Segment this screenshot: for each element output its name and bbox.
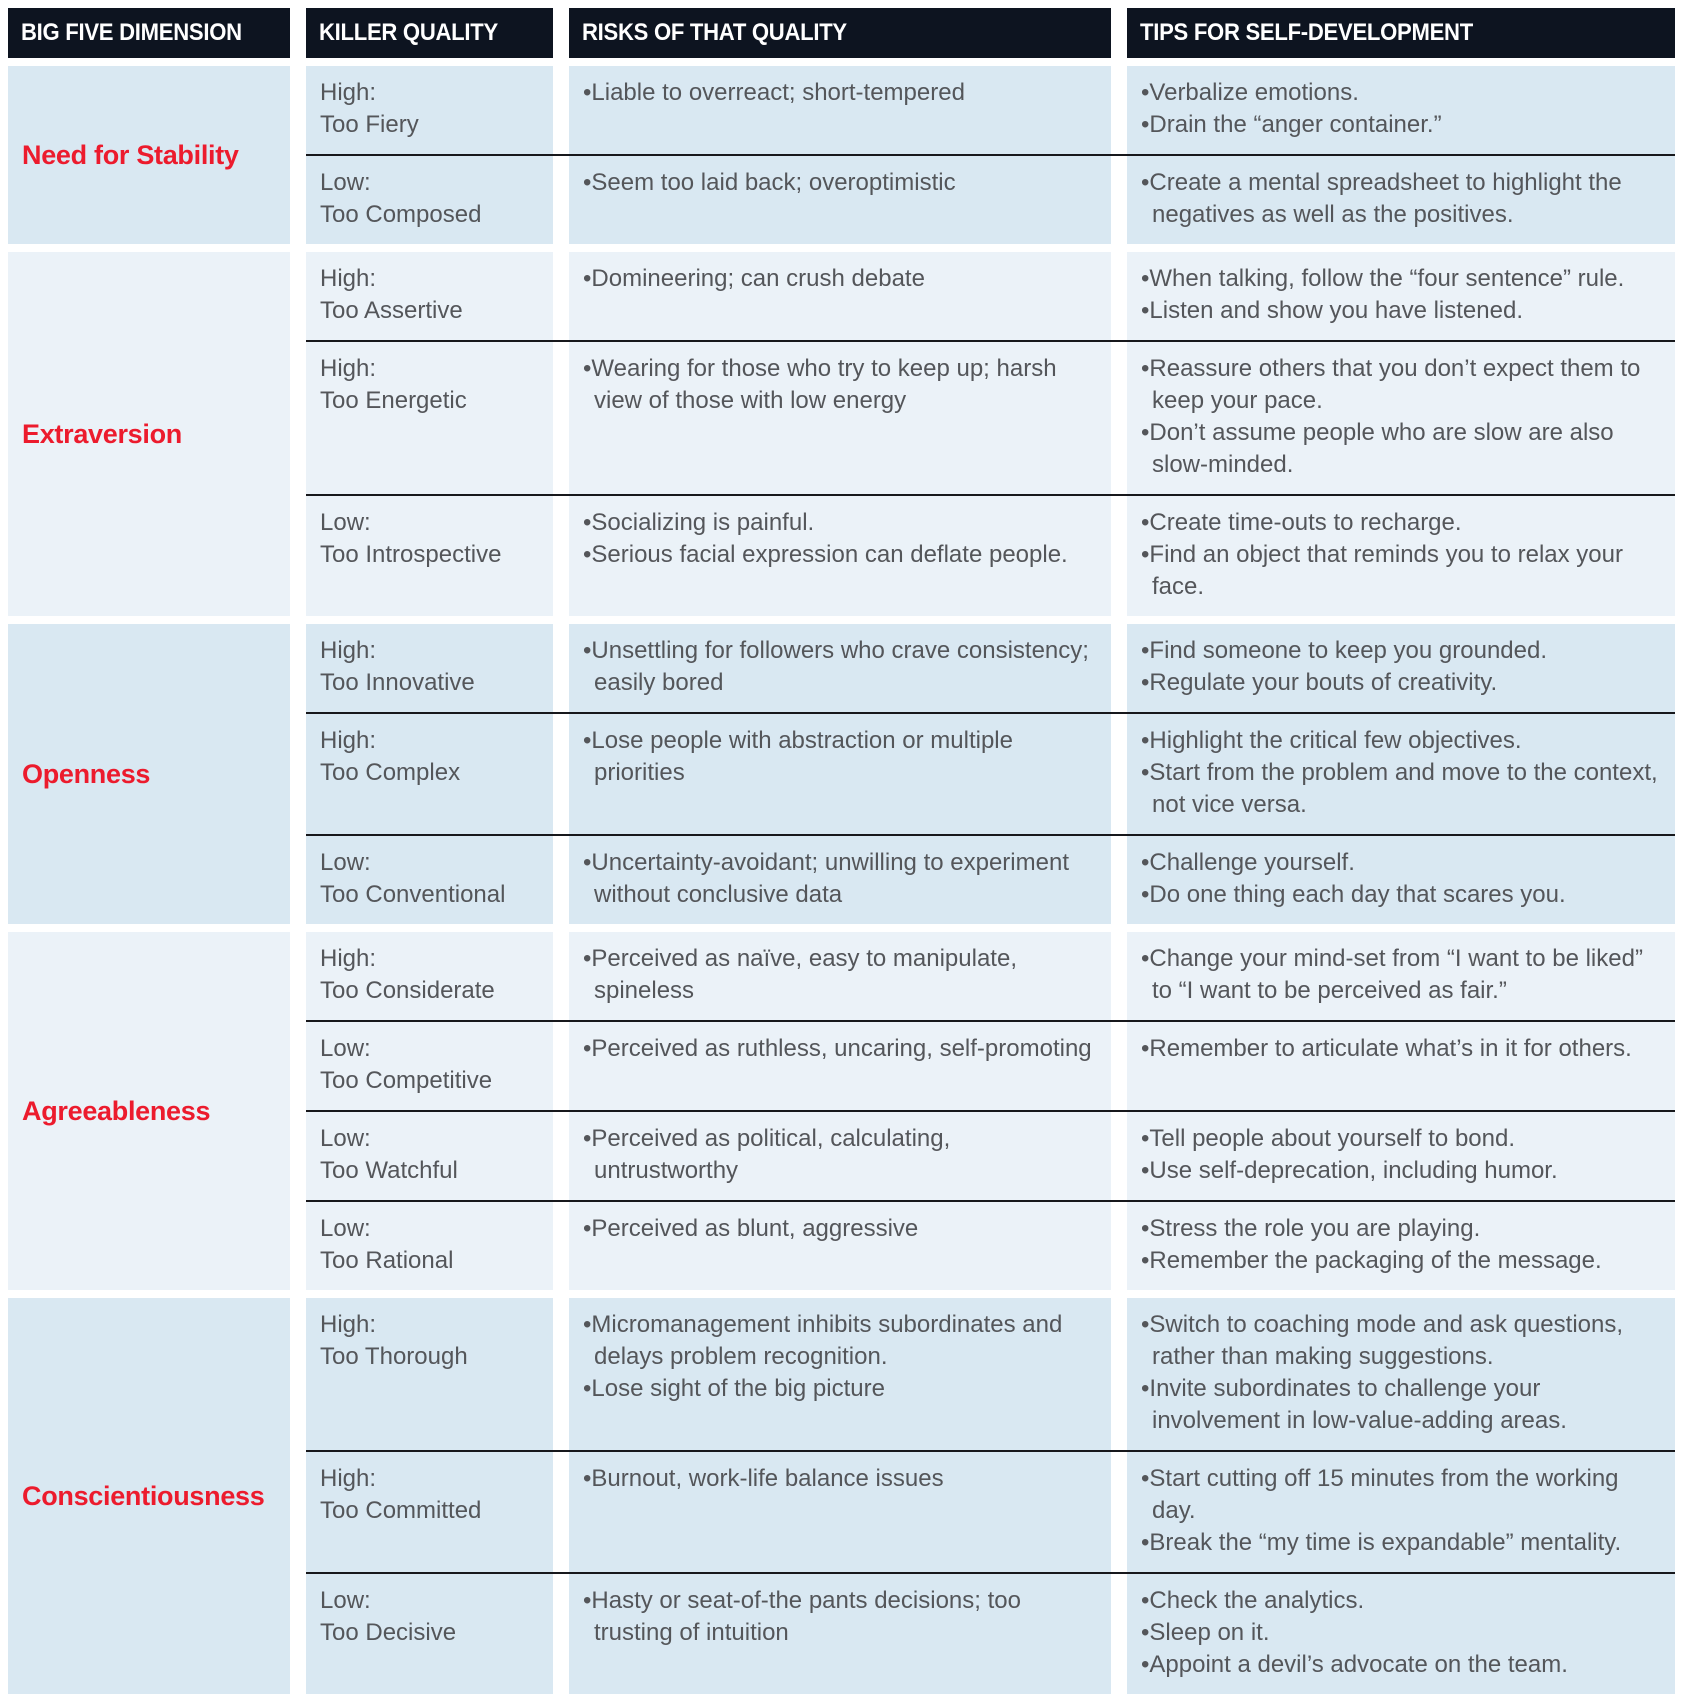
bullet-item (1141, 1123, 1661, 1155)
bullet-icon: • (1141, 1375, 1150, 1402)
header-tips-label: TIPS FOR SELF-DEVELOPMENT (1140, 19, 1473, 46)
killer-quality-cell (306, 66, 553, 154)
bullet-icon: • (583, 355, 592, 382)
quality-name: Too Complex (320, 759, 461, 786)
bullet-item (1141, 539, 1661, 603)
bullet-text: Unsettling for followers who crave consistency; easily bored (591, 637, 1089, 696)
bullet-text: Listen and show you have listened. (1149, 297, 1523, 324)
quality-level: Low: (320, 849, 371, 876)
table-row (306, 1298, 1675, 1450)
dimension-section-agreeableness (8, 932, 1675, 1290)
killer-quality-cell (306, 1022, 553, 1110)
bullet-text: Invite subordinates to challenge your involvement in low-value-adding areas. (1149, 1375, 1567, 1434)
section-rows (306, 624, 1675, 924)
table-row (306, 834, 1675, 924)
bullet-item (1141, 109, 1661, 141)
bullet-item (583, 635, 1097, 699)
section-rows (306, 1298, 1675, 1694)
bullet-text: Challenge yourself. (1149, 849, 1355, 876)
bullet-item (1141, 1585, 1661, 1617)
tips-cell (1127, 156, 1675, 244)
bullet-icon: • (1141, 541, 1150, 568)
risks-cell (569, 156, 1111, 244)
quality-level: High: (320, 945, 377, 972)
quality-level: Low: (320, 1125, 371, 1152)
bullet-text: Perceived as naïve, easy to manipulate, spineless (591, 945, 1017, 1004)
table-row (306, 624, 1675, 712)
bullet-icon: • (583, 1125, 592, 1152)
bullet-text: Do one thing each day that scares you. (1149, 881, 1566, 908)
tips-cell (1127, 1202, 1675, 1290)
bullet-text: Highlight the critical few objectives. (1149, 727, 1522, 754)
bullet-icon: • (1141, 1651, 1150, 1678)
bullet-icon: • (1141, 355, 1150, 382)
bullet-text: Uncertainty-avoidant; unwilling to experiment without conclusive data (591, 849, 1069, 908)
dimension-section-need-for-stability (8, 66, 1675, 244)
bullet-icon: • (1141, 727, 1150, 754)
bullet-item (1141, 1373, 1661, 1437)
quality-name: Too Considerate (320, 977, 495, 1004)
bullet-icon: • (1141, 669, 1150, 696)
bullet-text: Find an object that reminds you to relax your face. (1149, 541, 1623, 600)
bullet-text: Start cutting off 15 minutes from the working day. (1149, 1465, 1619, 1524)
bullet-item (583, 77, 1097, 109)
bullet-icon: • (1141, 1247, 1150, 1274)
bullet-text: Remember to articulate what’s in it for others. (1149, 1035, 1632, 1062)
killer-quality-cell (306, 836, 553, 924)
header-killer-quality-label: KILLER QUALITY (319, 19, 498, 46)
header-tips-for-self-development (1127, 8, 1675, 58)
quality-level: High: (320, 355, 377, 382)
bullet-item (583, 1123, 1097, 1187)
quality-name: Too Competitive (320, 1067, 493, 1094)
tips-cell (1127, 496, 1675, 616)
table-row (306, 340, 1675, 494)
table-row (306, 1572, 1675, 1694)
quality-level: High: (320, 727, 377, 754)
bullet-icon: • (583, 79, 592, 106)
risks-cell (569, 66, 1111, 154)
bullet-text: Break the “my time is expandable” mentality. (1149, 1529, 1622, 1556)
killer-quality-cell (306, 1574, 553, 1694)
bullet-text: Sleep on it. (1149, 1619, 1270, 1646)
bullet-item (583, 1373, 1097, 1405)
dimension-cell (8, 932, 290, 1290)
bullet-item (1141, 757, 1661, 821)
bullet-text: Burnout, work-life balance issues (591, 1465, 944, 1492)
bullet-text: Lose sight of the big picture (591, 1375, 885, 1402)
bullet-item (1141, 1213, 1661, 1245)
bullet-text: Regulate your bouts of creativity. (1149, 669, 1498, 696)
quality-name: Too Committed (320, 1497, 482, 1524)
risks-cell (569, 1112, 1111, 1200)
bullet-item (1141, 725, 1661, 757)
risks-cell (569, 1452, 1111, 1572)
killer-quality-cell (306, 1298, 553, 1450)
bullet-icon: • (1141, 1125, 1150, 1152)
risks-cell (569, 1574, 1111, 1694)
bullet-icon: • (1141, 169, 1150, 196)
tips-cell (1127, 1574, 1675, 1694)
bullet-item (1141, 507, 1661, 539)
dimension-label: Agreeableness (22, 1095, 211, 1126)
risks-cell (569, 496, 1111, 616)
bullet-text: When talking, follow the “four sentence” rule. (1149, 265, 1625, 292)
bullet-icon: • (1141, 509, 1150, 536)
bullet-item (1141, 1463, 1661, 1527)
bullet-item (583, 539, 1097, 571)
bullet-text: Lose people with abstraction or multiple priorities (591, 727, 1013, 786)
table-row (306, 66, 1675, 154)
dimension-cell (8, 1298, 290, 1694)
bullet-text: Seem too laid back; overoptimistic (591, 169, 956, 196)
bullet-item (1141, 1617, 1661, 1649)
section-rows (306, 932, 1675, 1290)
table-row (306, 154, 1675, 244)
quality-name: Too Composed (320, 201, 482, 228)
bullet-text: Micromanagement inhibits subordinates and delays problem recognition. (591, 1311, 1063, 1370)
tips-cell (1127, 1022, 1675, 1110)
header-risks-of-that-quality (569, 8, 1111, 58)
bullet-text: Check the analytics. (1149, 1587, 1365, 1614)
header-big-five-dimension (8, 8, 290, 58)
bullet-item (583, 847, 1097, 911)
bullet-icon: • (1141, 111, 1150, 138)
header-killer-quality (306, 8, 553, 58)
bullet-item (583, 353, 1097, 417)
bullet-text: Verbalize emotions. (1149, 79, 1359, 106)
quality-level: Low: (320, 1035, 371, 1062)
killer-quality-cell (306, 1112, 553, 1200)
quality-name: Too Watchful (320, 1157, 458, 1184)
bullet-text: Start from the problem and move to the context, not vice versa. (1149, 759, 1658, 818)
table-body (8, 66, 1675, 1694)
tips-cell (1127, 932, 1675, 1020)
table-row (306, 1450, 1675, 1572)
killer-quality-cell (306, 252, 553, 340)
bullet-item (583, 943, 1097, 1007)
risks-cell (569, 836, 1111, 924)
table-row (306, 494, 1675, 616)
quality-name: Too Conventional (320, 881, 506, 908)
tips-cell (1127, 1452, 1675, 1572)
quality-name: Too Innovative (320, 669, 475, 696)
header-risks-label: RISKS OF THAT QUALITY (582, 19, 847, 46)
risks-cell (569, 342, 1111, 494)
bullet-icon: • (1141, 79, 1150, 106)
bullet-item (1141, 847, 1661, 879)
tips-cell (1127, 252, 1675, 340)
bullet-item (1141, 263, 1661, 295)
bullet-item (583, 1213, 1097, 1245)
dimension-section-openness (8, 624, 1675, 924)
bullet-item (583, 1585, 1097, 1649)
tips-cell (1127, 714, 1675, 834)
quality-name: Too Rational (320, 1247, 454, 1274)
quality-name: Too Introspective (320, 541, 502, 568)
bullet-icon: • (1141, 1529, 1150, 1556)
tips-cell (1127, 342, 1675, 494)
table-row (306, 932, 1675, 1020)
bullet-item (1141, 1155, 1661, 1187)
quality-name: Too Assertive (320, 297, 463, 324)
bullet-icon: • (583, 169, 592, 196)
dimension-cell (8, 66, 290, 244)
table-row (306, 1110, 1675, 1200)
killer-quality-cell (306, 714, 553, 834)
bullet-item (583, 167, 1097, 199)
bullet-icon: • (1141, 881, 1150, 908)
tips-cell (1127, 836, 1675, 924)
quality-level: High: (320, 637, 377, 664)
risks-cell (569, 1298, 1111, 1450)
risks-cell (569, 252, 1111, 340)
bullet-text: Perceived as political, calculating, untrustworthy (591, 1125, 951, 1184)
bullet-item (1141, 667, 1661, 699)
quality-name: Too Decisive (320, 1619, 457, 1646)
tips-cell (1127, 1112, 1675, 1200)
bullet-text: Drain the “anger container.” (1149, 111, 1442, 138)
quality-name: Too Fiery (320, 111, 419, 138)
section-rows (306, 66, 1675, 244)
bullet-text: Hasty or seat-of-the pants decisions; too trusting of intuition (591, 1587, 1021, 1646)
bullet-item (1141, 1245, 1661, 1277)
bullet-text: Domineering; can crush debate (591, 265, 925, 292)
bullet-item (583, 1463, 1097, 1495)
quality-level: High: (320, 265, 377, 292)
table-header (8, 8, 1675, 58)
risks-cell (569, 932, 1111, 1020)
dimension-label: Conscientiousness (22, 1480, 265, 1511)
bullet-icon: • (583, 1215, 592, 1242)
tips-cell (1127, 1298, 1675, 1450)
bullet-item (1141, 417, 1661, 481)
risks-cell (569, 1202, 1111, 1290)
quality-name: Too Thorough (320, 1343, 468, 1370)
quality-level: High: (320, 1465, 377, 1492)
bullet-icon: • (583, 1035, 592, 1062)
quality-level: High: (320, 79, 377, 106)
tips-cell (1127, 624, 1675, 712)
bullet-item (583, 1033, 1097, 1065)
bullet-icon: • (1141, 945, 1150, 972)
bullet-icon: • (583, 849, 592, 876)
bullet-text: Remember the packaging of the message. (1149, 1247, 1602, 1274)
dimension-label: Openness (22, 758, 151, 789)
bullet-item (1141, 635, 1661, 667)
bullet-item (1141, 943, 1661, 1007)
table-row (306, 1200, 1675, 1290)
bullet-icon: • (583, 637, 592, 664)
bullet-icon: • (583, 509, 592, 536)
killer-quality-cell (306, 496, 553, 616)
bullet-icon: • (583, 1587, 592, 1614)
section-rows (306, 252, 1675, 616)
bullet-item (1141, 295, 1661, 327)
quality-level: High: (320, 1311, 377, 1338)
table-row (306, 252, 1675, 340)
dimension-label: Need for Stability (22, 139, 239, 170)
bullet-text: Use self-deprecation, including humor. (1149, 1157, 1558, 1184)
bullet-icon: • (1141, 849, 1150, 876)
killer-quality-cell (306, 342, 553, 494)
bullet-text: Appoint a devil’s advocate on the team. (1149, 1651, 1568, 1678)
dimension-section-conscientiousness (8, 1298, 1675, 1694)
bullet-item (1141, 1033, 1661, 1065)
tips-cell (1127, 66, 1675, 154)
killer-quality-cell (306, 1202, 553, 1290)
quality-level: Low: (320, 169, 371, 196)
bullet-text: Change your mind-set from “I want to be liked” to “I want to be perceived as fair.” (1149, 945, 1643, 1004)
bullet-icon: • (1141, 637, 1150, 664)
bullet-item (1141, 1309, 1661, 1373)
bullet-text: Create a mental spreadsheet to highlight the negatives as well as the positives. (1149, 169, 1622, 228)
killer-quality-cell (306, 932, 553, 1020)
bullet-icon: • (583, 1311, 592, 1338)
bullet-item (583, 263, 1097, 295)
bullet-text: Stress the role you are playing. (1149, 1215, 1481, 1242)
bullet-icon: • (1141, 1215, 1150, 1242)
bullet-icon: • (1141, 1157, 1150, 1184)
bullet-icon: • (1141, 265, 1150, 292)
dimension-section-extraversion (8, 252, 1675, 616)
bullet-icon: • (1141, 419, 1150, 446)
bullet-icon: • (583, 1465, 592, 1492)
bullet-item (1141, 1527, 1661, 1559)
bullet-text: Perceived as blunt, aggressive (591, 1215, 919, 1242)
bullet-item (1141, 167, 1661, 231)
risks-cell (569, 714, 1111, 834)
quality-level: Low: (320, 509, 371, 536)
bullet-text: Wearing for those who try to keep up; harsh view of those with low energy (591, 355, 1057, 414)
bullet-icon: • (583, 727, 592, 754)
quality-level: Low: (320, 1587, 371, 1614)
bullet-item (1141, 353, 1661, 417)
dimension-label: Extraversion (22, 418, 182, 449)
bullet-text: Perceived as ruthless, uncaring, self-promoting (591, 1035, 1092, 1062)
dimension-cell (8, 252, 290, 616)
bullet-icon: • (1141, 297, 1150, 324)
bullet-item (583, 1309, 1097, 1373)
quality-level: Low: (320, 1215, 371, 1242)
bullet-item (1141, 1649, 1661, 1681)
header-big-five-dimension-label: BIG FIVE DIMENSION (21, 19, 242, 46)
bullet-icon: • (583, 1375, 592, 1402)
bullet-text: Liable to overreact; short-tempered (591, 79, 965, 106)
risks-cell (569, 1022, 1111, 1110)
bullet-icon: • (1141, 1587, 1150, 1614)
bullet-icon: • (1141, 1035, 1150, 1062)
bullet-icon: • (1141, 1465, 1150, 1492)
bullet-text: Find someone to keep you grounded. (1149, 637, 1548, 664)
bullet-item (583, 507, 1097, 539)
bullet-item (1141, 879, 1661, 911)
bullet-text: Don’t assume people who are slow are also slow-minded. (1149, 419, 1614, 478)
bullet-text: Tell people about yourself to bond. (1149, 1125, 1515, 1152)
bullet-text: Reassure others that you don’t expect them to keep your pace. (1149, 355, 1641, 414)
bullet-icon: • (583, 541, 592, 568)
bullet-item (583, 725, 1097, 789)
risks-cell (569, 624, 1111, 712)
bullet-icon: • (583, 265, 592, 292)
killer-quality-cell (306, 624, 553, 712)
bullet-icon: • (583, 945, 592, 972)
bullet-icon: • (1141, 1311, 1150, 1338)
bullet-text: Socializing is painful. (591, 509, 815, 536)
bullet-icon: • (1141, 759, 1150, 786)
bullet-text: Serious facial expression can deflate people. (591, 541, 1068, 568)
dimension-cell (8, 624, 290, 924)
bullet-item (1141, 77, 1661, 109)
killer-quality-cell (306, 1452, 553, 1572)
table-row (306, 712, 1675, 834)
bullet-text: Switch to coaching mode and ask questions, rather than making suggestions. (1149, 1311, 1624, 1370)
killer-quality-cell (306, 156, 553, 244)
bullet-icon: • (1141, 1619, 1150, 1646)
bullet-text: Create time-outs to recharge. (1149, 509, 1462, 536)
quality-name: Too Energetic (320, 387, 467, 414)
table-row (306, 1020, 1675, 1110)
